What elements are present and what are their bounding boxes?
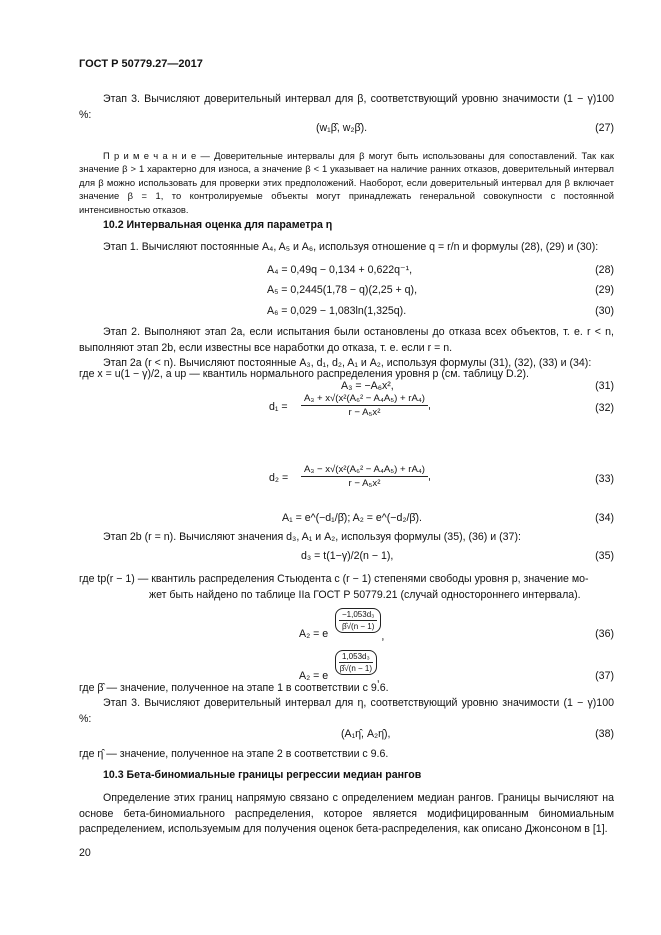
document-header: ГОСТ Р 50779.27—2017: [79, 58, 203, 70]
equation-38: (A₁η̂, A₂η̂), (38): [341, 728, 614, 740]
page-number: 20: [79, 847, 91, 859]
where-beta-paragraph: где β̂ — значение, полученное на этапе 1 в соответствии с 9.6.: [79, 682, 389, 694]
equation-30: A₆ = 0,029 − 1,083ln(1,325q). (30): [267, 305, 614, 317]
final-paragraph: Определение этих границ напрямую связано с определением медиан рангов. Границы вычисляют на основе бета-биномиального распределения, которое является модифицированным биномиальным распределением, используемым для получения оценок бета-распределения, как описано Джонсоном в [1].: [79, 792, 614, 835]
equation-33: d₂ = $\frac{\text{A₃ − x√(x²(A₆² − A₄A₅) + rA₄)}}{\text{r − A₅x²}}$ , (33): [269, 464, 614, 489]
where-t-line2: жет быть найдено по таблице IIa ГОСТ Р 50779.21 (случай одностороннего интервала).: [149, 589, 581, 601]
section-10-2-heading: 10.2 Интервальная оценка для параметра η: [103, 219, 333, 231]
equation-27: (w₁β̂, w₂β̂). (27): [316, 122, 614, 134]
equation-37: A₂ = e $\frac{\text{1,053d₃}}{\betâ√(n - 1)}$ , (37): [299, 652, 614, 685]
equation-29: A₅ = 0,2445(1,78 − q)(2,25 + q), (29): [267, 284, 614, 296]
equation-31: A₃ = −A₆x², (31): [341, 380, 614, 392]
stage1-paragraph: Этап 1. Вычисляют постоянные A₄, A₅ и A₆, используя отношение q = r/n и формулы (28), (29) и (30):: [103, 241, 599, 253]
stage2b-paragraph: Этап 2b (r = n). Вычисляют значения d₃, A₁ и A₂, используя формулы (35), (36) и (37):: [103, 531, 521, 543]
stage2-paragraph: Этап 2. Выполняют этап 2а, если испытания были остановлены до отказа всех объектов, т. е. r < n, выполняют этап 2b, если известны все наработки до отказа, т. е. если r = n.: [79, 326, 614, 354]
where-t-line1: где tp(r − 1) — квантиль распределения Стьюдента с (r − 1) степенями свободы уровня p, значение мо-: [79, 573, 589, 585]
where-eta-paragraph: где η̂ — значение, полученное на этапе 2 в соответствии с 9.6.: [79, 748, 389, 760]
equation-28: A₄ = 0,49q − 0,134 + 0,622q⁻¹, (28): [267, 264, 614, 276]
where-x-paragraph: где x = u(1 − γ)/2, а up — квантиль нормального распределения уровня p (см. таблицу D.2).: [79, 368, 529, 380]
note-paragraph: П р и м е ч а н и е — Доверительные интервалы для β могут быть использованы для сопоставлений. Так как значение β > 1 характерно для износа, а значение β < 1 указывает на наличие ранних отказов, доверительный интервал для β можно использовать для проверки этих предположений. Наоборот, если доверительный интервал для β включает значение β = 1, то контролируемые объекты могут принадлежать генеральной совокупности с постоянной интенсивностью отказов.: [79, 150, 614, 215]
equation-34: A₁ = e^(−d₁/β̂); A₂ = e^(−d₂/β̂). (34): [282, 512, 614, 524]
equation-32: d₁ = $\frac{\text{A₃ + x√(x²(A₆² − A₄A₅) + rA₄)}}{\text{r − A₅x²}}$ , (32): [269, 393, 614, 418]
section-10-3-heading: 10.3 Бета-биномиальные границы регрессии медиан рангов: [103, 769, 422, 781]
stage3-eta-paragraph: Этап 3. Вычисляют доверительный интервал для η, соответствующий уровню значимости (1 − γ)100 %:: [79, 697, 614, 725]
stage3-beta-paragraph: Этап 3. Вычисляют доверительный интервал для β, соответствующий уровню значимости (1 − γ)100 %:: [79, 93, 614, 121]
equation-35: d₃ = t(1−γ)/2(n − 1), (35): [301, 550, 614, 562]
stage2a-paragraph: Этап 2a (r < n). Вычисляют постоянные A₃, d₁, d₂, A₁ и A₂, используя формулы (31), (32), (33) и (34):: [103, 357, 592, 369]
equation-36: A₂ = e $\frac{\text{−1,053d₃}}{\betâ√(n - 1)}$ , (36): [299, 610, 614, 643]
